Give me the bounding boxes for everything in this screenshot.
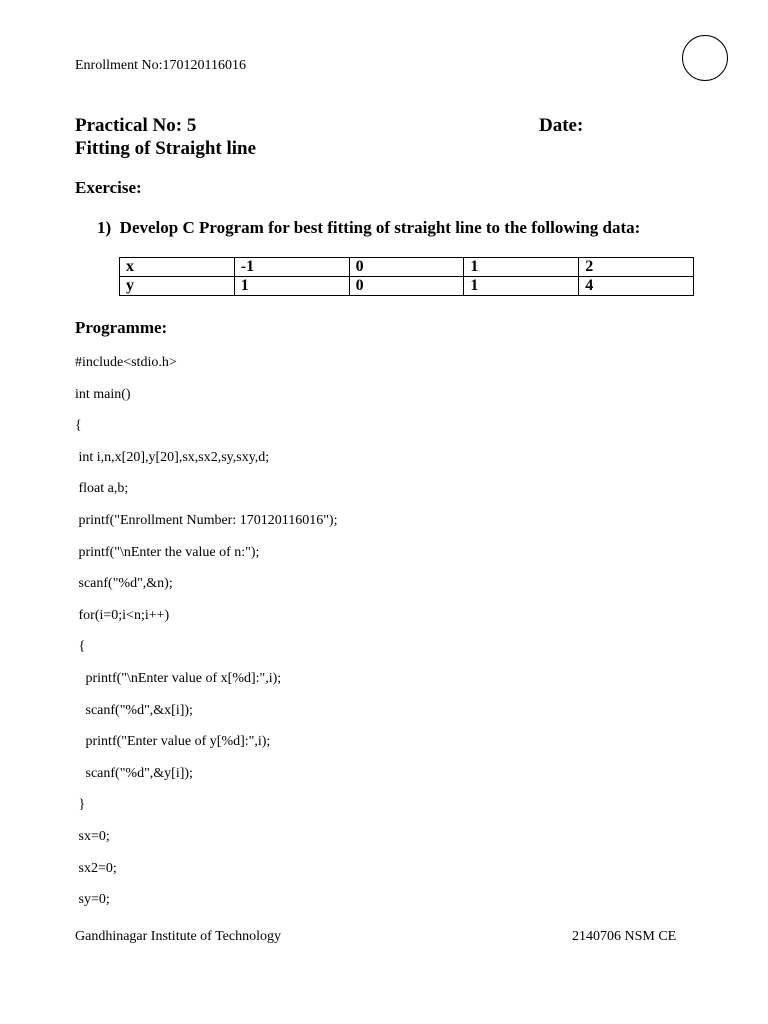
- code-line: int i,n,x[20],y[20],sx,sx2,sy,sxy,d;: [75, 449, 270, 465]
- code-line: for(i=0;i<n;i++): [75, 607, 170, 623]
- table-cell: 0: [349, 258, 464, 277]
- code-line: printf("Enter value of y[%d]:",i);: [75, 734, 271, 750]
- code-block: [75, 352, 337, 921]
- code-line: #include<stdio.h>: [75, 355, 177, 370]
- exercise-question: 1) Develop C Program for best fitting of straight line to the following data:: [97, 218, 641, 237]
- programme-heading: Programme:: [75, 318, 168, 337]
- table-cell: 2: [579, 258, 694, 277]
- code-line: scanf("%d",&y[i]);: [75, 765, 193, 781]
- data-table: [119, 257, 694, 296]
- table-cell: 1: [464, 258, 579, 277]
- practical-title: Practical No: 5: [75, 115, 197, 136]
- table-cell: y: [120, 277, 235, 296]
- code-line: printf("\nEnter the value of n:");: [75, 544, 260, 560]
- code-line: {: [75, 639, 86, 655]
- code-line: float a,b;: [75, 481, 129, 497]
- code-line: scanf("%d",&n);: [75, 576, 173, 592]
- table-cell: 4: [579, 277, 694, 296]
- table-cell: 1: [234, 277, 349, 296]
- code-line: int main(): [75, 386, 131, 402]
- enrollment-number: Enrollment No:170120116016: [75, 58, 246, 73]
- table-row: [120, 258, 694, 277]
- footer-institute: Gandhinagar Institute of Technology: [75, 929, 281, 944]
- date-label: Date:: [539, 115, 584, 136]
- code-line: {: [75, 418, 82, 434]
- table-cell: 1: [464, 277, 579, 296]
- code-line: printf("Enrollment Number: 170120116016");: [75, 512, 338, 528]
- code-line: printf("\nEnter value of x[%d]:",i);: [75, 670, 282, 686]
- code-line: sx2=0;: [75, 860, 117, 876]
- practical-subtitle: Fitting of Straight line: [75, 138, 257, 159]
- table-cell: -1: [234, 258, 349, 277]
- code-line: scanf("%d",&x[i]);: [75, 702, 193, 718]
- exercise-heading: Exercise:: [75, 178, 142, 197]
- table-row: [120, 277, 694, 296]
- code-line: }: [75, 797, 86, 813]
- table-cell: 0: [349, 277, 464, 296]
- table-cell: x: [120, 258, 235, 277]
- code-line: sy=0;: [75, 892, 110, 908]
- marks-circle: [682, 35, 728, 81]
- footer-course-code: 2140706 NSM CE: [572, 929, 677, 944]
- code-line: sx=0;: [75, 828, 110, 844]
